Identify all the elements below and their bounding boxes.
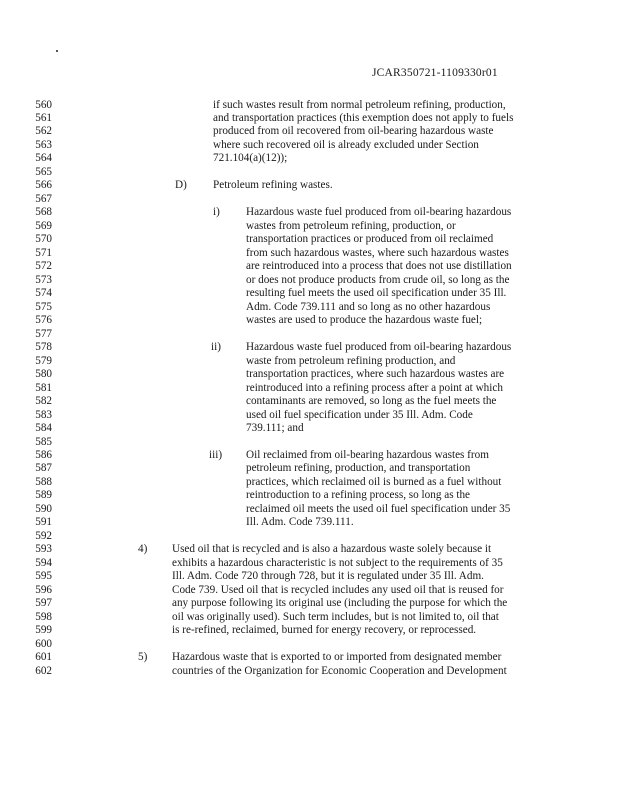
line-number: 580	[35, 368, 52, 381]
text-line: oil was originally used). Such term includes, but is not limited to, oil that	[172, 610, 499, 623]
line-number: 594	[35, 556, 52, 569]
text-line: reintroduction to a refining process, so long as the	[246, 489, 471, 502]
list-marker: 5)	[138, 651, 148, 664]
line-number: 585	[35, 435, 52, 448]
line-number: 590	[35, 502, 52, 515]
line-number: 576	[35, 314, 52, 327]
line-number: 569	[35, 219, 52, 232]
line-number: 586	[35, 448, 52, 461]
text-line: and transportation practices (this exemption does not apply to fuels	[213, 111, 514, 124]
line-number: 587	[35, 462, 52, 475]
line-number: 601	[35, 651, 52, 664]
line-number: 583	[35, 408, 52, 421]
text-line: or does not produce products from crude oil, so long as the	[246, 273, 510, 286]
line-number: 567	[35, 192, 52, 205]
line-number: 593	[35, 543, 52, 556]
line-number: 563	[35, 138, 52, 151]
text-line: Hazardous waste fuel produced from oil-bearing hazardous	[246, 341, 512, 354]
text-line: Hazardous waste fuel produced from oil-bearing hazardous	[246, 206, 512, 219]
line-number: 589	[35, 489, 52, 502]
text-line: 721.104(a)(12));	[213, 152, 288, 165]
line-number: 560	[35, 98, 52, 111]
text-line: waste from petroleum refining production, and	[246, 354, 456, 367]
line-number: 570	[35, 233, 52, 246]
line-number: 578	[35, 341, 52, 354]
text-line: Hazardous waste that is exported to or imported from designated member	[172, 651, 502, 664]
text-line: 739.111; and	[246, 422, 304, 435]
text-line: reclaimed oil meets the used oil fuel specification under 35	[246, 502, 511, 515]
text-line: used oil fuel specification under 35 Ill. Adm. Code	[246, 408, 473, 421]
line-number: 598	[35, 610, 52, 623]
line-number: 574	[35, 287, 52, 300]
text-line: where such recovered oil is already excluded under Section	[213, 138, 479, 151]
text-line: wastes from petroleum refining, production, or	[246, 219, 456, 232]
line-number: 584	[35, 422, 52, 435]
text-line: practices, which reclaimed oil is burned as a fuel without	[246, 475, 502, 488]
list-marker: ii)	[211, 341, 221, 354]
line-number: 588	[35, 475, 52, 488]
text-line: Ill. Adm. Code 720 through 728, but it is regulated under 35 Ill. Adm.	[172, 570, 484, 583]
text-line: Petroleum refining wastes.	[213, 179, 333, 192]
line-number: 600	[35, 637, 52, 650]
text-line: from such hazardous wastes, where such hazardous wastes	[246, 246, 509, 259]
text-line: exhibits a hazardous characteristic is not subject to the requirements of 35	[172, 556, 503, 569]
line-number: 571	[35, 246, 52, 259]
line-number: 596	[35, 583, 52, 596]
line-number: 573	[35, 273, 52, 286]
text-line: are reintroduced into a process that does not use distillation	[246, 260, 512, 273]
line-number: 565	[35, 165, 52, 178]
text-line: contaminants are removed, so long as the fuel meets the	[246, 395, 497, 408]
scan-speck	[56, 50, 58, 52]
line-number: 582	[35, 395, 52, 408]
line-number: 562	[35, 125, 52, 138]
line-number: 572	[35, 260, 52, 273]
line-number: 602	[35, 664, 52, 677]
text-line: transportation practices, where such hazardous wastes are	[246, 368, 505, 381]
line-number: 566	[35, 179, 52, 192]
line-number: 597	[35, 597, 52, 610]
line-number: 591	[35, 516, 52, 529]
line-number: 577	[35, 327, 52, 340]
list-marker: iii)	[209, 448, 223, 461]
text-line: produced from oil recovered from oil-bearing hazardous waste	[213, 125, 494, 138]
line-number: 595	[35, 570, 52, 583]
text-line: Adm. Code 739.111 and so long as no other hazardous	[246, 300, 491, 313]
document-id-header: JCAR350721-1109330r01	[372, 67, 498, 79]
text-line: petroleum refining, production, and transportation	[246, 462, 471, 475]
text-line: countries of the Organization for Economic Cooperation and Development	[172, 664, 507, 677]
text-line: Oil reclaimed from oil-bearing hazardous wastes from	[246, 448, 489, 461]
line-number: 575	[35, 300, 52, 313]
line-number: 592	[35, 529, 52, 542]
text-line: if such wastes result from normal petroleum refining, production,	[213, 98, 506, 111]
text-line: wastes are used to produce the hazardous waste fuel;	[246, 314, 483, 327]
text-line: reintroduced into a refining process after a point at which	[246, 381, 503, 394]
line-number: 581	[35, 381, 52, 394]
text-line: Ill. Adm. Code 739.111.	[246, 516, 354, 529]
line-number: 561	[35, 111, 52, 124]
list-marker: D)	[175, 179, 187, 192]
list-marker: 4)	[138, 543, 148, 556]
line-number: 599	[35, 624, 52, 637]
text-line: resulting fuel meets the used oil specification under 35 Ill.	[246, 287, 507, 300]
text-line: any purpose following its original use (including the purpose for which the	[172, 597, 508, 610]
line-number: 568	[35, 206, 52, 219]
line-number: 564	[35, 152, 52, 165]
list-marker: i)	[213, 206, 220, 219]
text-line: Used oil that is recycled and is also a hazardous waste solely because it	[172, 543, 492, 556]
text-line: transportation practices or produced from oil reclaimed	[246, 233, 494, 246]
text-line: is re-refined, reclaimed, burned for energy recovery, or reprocessed.	[172, 624, 477, 637]
text-line: Code 739. Used oil that is recycled includes any used oil that is reused for	[172, 583, 504, 596]
line-number: 579	[35, 354, 52, 367]
